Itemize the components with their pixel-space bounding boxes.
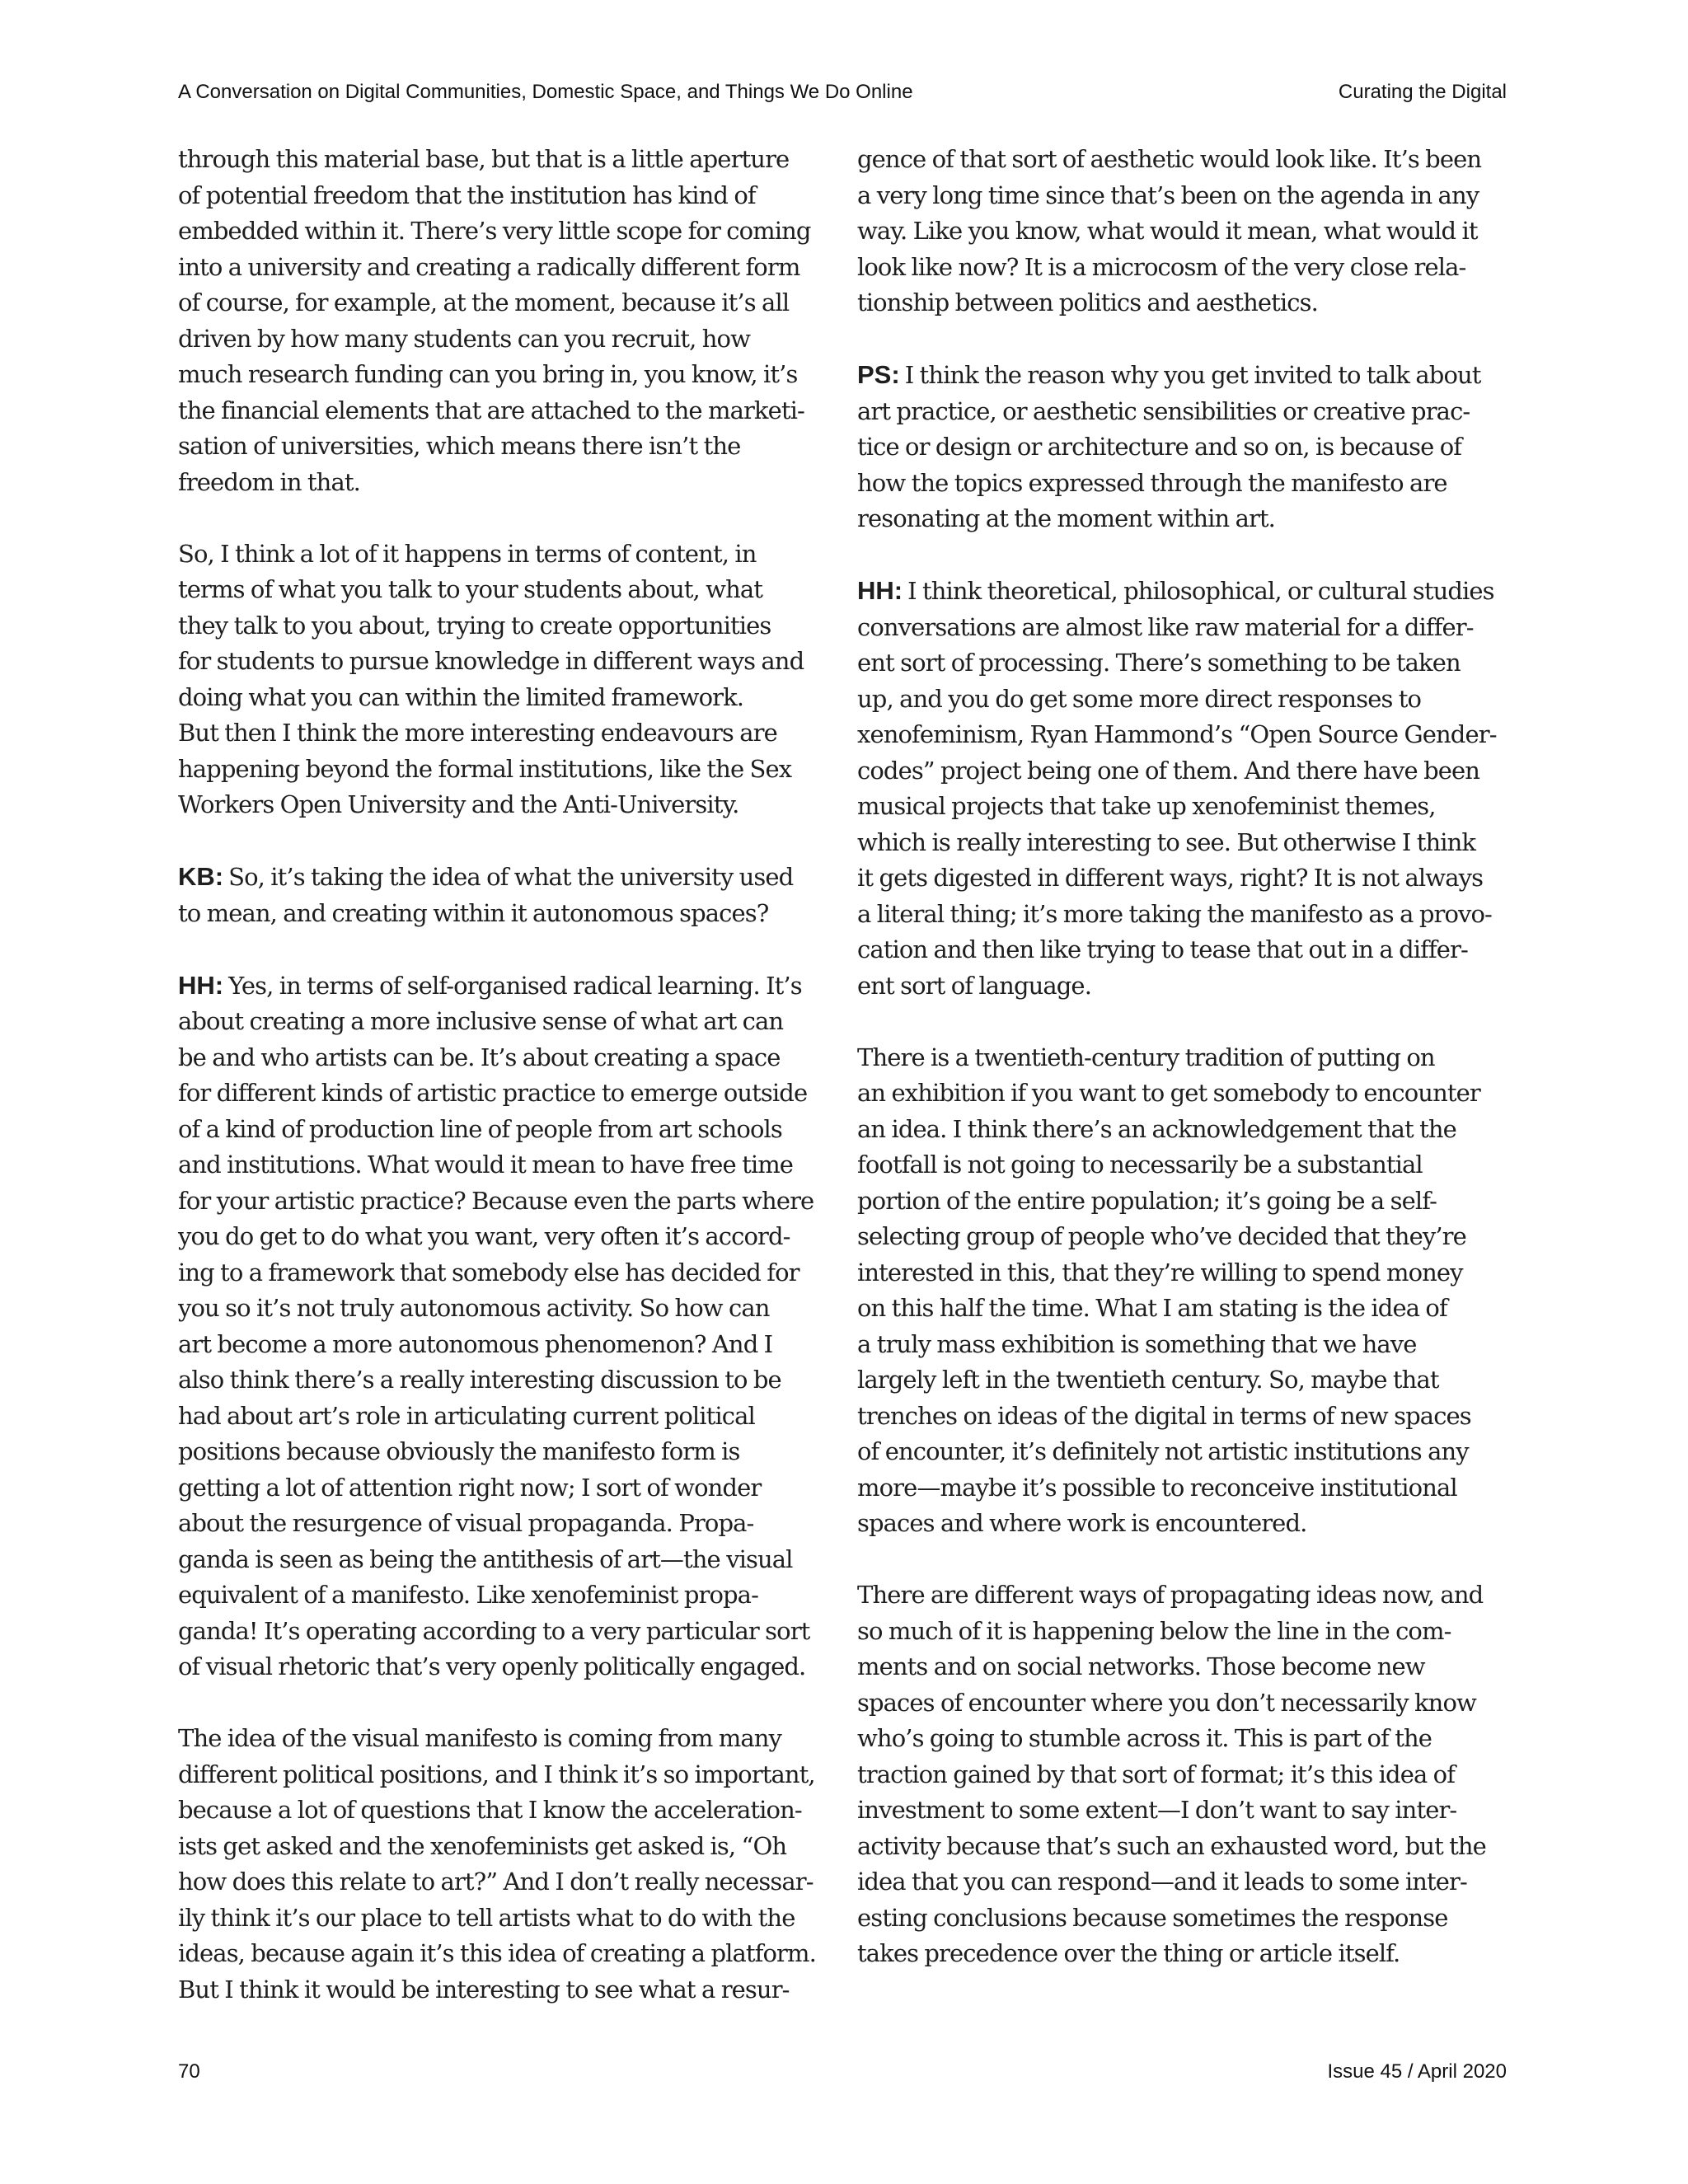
text-line: resonating at the moment within art.	[857, 504, 1275, 532]
paragraph	[178, 968, 829, 1685]
text-line: into a university and creating a radically different form	[178, 252, 800, 281]
text-line: ganda! It’s operating according to a very particular sort	[178, 1616, 810, 1645]
text-line: be and who artists can be. It’s about creating a space	[178, 1043, 781, 1071]
text-line: portion of the entire population; it’s going be a self-	[857, 1186, 1437, 1215]
text-line: ideas, because again it’s this idea of creating a platform.	[178, 1939, 816, 1967]
text-line: and institutions. What would it mean to have free time	[178, 1151, 794, 1179]
text-line: But then I think the more interesting endeavours are	[178, 719, 777, 747]
line-text: I think the reason why you get invited to talk about	[904, 361, 1481, 389]
text-line: investment to some extent—I don’t want to say inter-	[857, 1796, 1457, 1824]
page-footer	[178, 2060, 1507, 2093]
text-line: ists get asked and the xenofeminists get asked is, “Oh	[178, 1831, 787, 1860]
paragraph	[178, 1721, 829, 2008]
text-line: So, I think a lot of it happens in terms of content, in	[178, 539, 757, 568]
text-line	[178, 859, 829, 896]
text-line: art practice, or aesthetic sensibilities or creative prac-	[857, 396, 1470, 425]
line-text: Yes, in terms of self-organised radical learning. It’s	[228, 971, 802, 1000]
text-line: an exhibition if you want to get somebody to encounter	[857, 1079, 1480, 1107]
text-line: trenches on ideas of the digital in terms of new spaces	[857, 1401, 1471, 1430]
text-line: on this half the time. What I am stating is the idea of	[857, 1294, 1447, 1322]
right-column	[857, 142, 1508, 2008]
text-line: conversations are almost like raw material for a differ-	[857, 612, 1474, 641]
text-line	[857, 357, 1508, 394]
text-line: you do get to do what you want, very often it’s accord-	[178, 1222, 790, 1250]
text-line: takes precedence over the thing or article itself.	[857, 1939, 1400, 1967]
text-line: tice or design or architecture and so on, is because of	[857, 433, 1462, 461]
text-line: they talk to you about, trying to create opportunities	[178, 611, 771, 640]
text-line: it gets digested in different ways, right? It is not always	[857, 864, 1484, 892]
text-line: traction gained by that sort of format; it’s this idea of	[857, 1760, 1456, 1788]
text-line: But I think it would be interesting to see what a resur-	[178, 1975, 790, 2004]
text-line: up, and you do get some more direct responses to	[857, 684, 1422, 713]
text-line: equivalent of a manifesto. Like xenofeminist propa-	[178, 1581, 758, 1609]
text-line: different political positions, and I think it’s so important,	[178, 1760, 815, 1788]
text-line: There are different ways of propagating ideas now, and	[857, 1581, 1484, 1609]
text-line: a very long time since that’s been on the agenda in any	[857, 180, 1479, 209]
text-line: esting conclusions because sometimes the response	[857, 1903, 1448, 1932]
text-line: an idea. I think there’s an acknowledgement that the	[857, 1114, 1456, 1143]
text-line: way. Like you know, what would it mean, what would it	[857, 217, 1478, 245]
paragraph	[857, 573, 1508, 1004]
text-line: interested in this, that they’re willing to spend money	[857, 1258, 1463, 1286]
text-line: happening beyond the formal institutions, like the Sex	[178, 754, 792, 783]
text-line: who’s going to stumble across it. This is part of the	[857, 1724, 1432, 1752]
text-line: spaces and where work is encountered.	[857, 1509, 1307, 1537]
text-line: largely left in the twentieth century. So, maybe that	[857, 1366, 1439, 1394]
text-line: selecting group of people who’ve decided that they’re	[857, 1222, 1466, 1250]
text-line: which is really interesting to see. But otherwise I think	[857, 827, 1476, 856]
article-title: A Conversation on Digital Communities, Domestic Space, and Things We Do Online	[178, 81, 913, 103]
text-line: idea that you can respond—and it leads to some inter-	[857, 1868, 1467, 1896]
text-line: of encounter, it’s definitely not artistic institutions any	[857, 1437, 1469, 1465]
text-line	[857, 573, 1508, 610]
issue-label: Issue 45 / April 2020	[1327, 2060, 1507, 2083]
text-line: driven by how many students can you recruit, how	[178, 324, 751, 353]
text-line: a literal thing; it’s more taking the manifesto as a provo-	[857, 899, 1492, 928]
text-line: a truly mass exhibition is something that we have	[857, 1329, 1417, 1358]
text-line: The idea of the visual manifesto is coming from many	[178, 1724, 782, 1752]
paragraph	[857, 1577, 1508, 1972]
text-line	[178, 968, 829, 1005]
text-line: about the resurgence of visual propaganda. Propa-	[178, 1509, 754, 1537]
text-line: ent sort of language.	[857, 971, 1092, 1000]
text-line: of course, for example, at the moment, because it’s all	[178, 288, 790, 316]
text-line: much research funding can you bring in, you know, it’s	[178, 360, 798, 388]
text-line: gence of that sort of aesthetic would look like. It’s been	[857, 145, 1482, 173]
text-line: doing what you can within the limited framework.	[178, 682, 744, 711]
text-line: cation and then like trying to tease that out in a differ-	[857, 935, 1468, 963]
text-line: freedom in that.	[178, 467, 360, 496]
text-line: because a lot of questions that I know the acceleration-	[178, 1796, 802, 1824]
section-title: Curating the Digital	[1338, 81, 1507, 103]
line-text: I think theoretical, philosophical, or cultural studies	[907, 577, 1494, 605]
text-line: had about art’s role in articulating current political	[178, 1401, 755, 1430]
line-text: So, it’s taking the idea of what the university used	[228, 863, 794, 891]
text-line: art become a more autonomous phenomenon? And I	[178, 1329, 773, 1358]
text-line: embedded within it. There’s very little scope for coming	[178, 217, 811, 245]
text-line: look like now? It is a microcosm of the very close rela-	[857, 252, 1466, 281]
speaker-label: HH:	[857, 576, 903, 605]
text-line: for your artistic practice? Because even the parts where	[178, 1186, 814, 1215]
speaker-label: HH:	[178, 970, 224, 1000]
speaker-label: KB:	[178, 862, 224, 891]
text-line: positions because obviously the manifesto form is	[178, 1437, 740, 1465]
text-line: so much of it is happening below the line in the com-	[857, 1616, 1451, 1645]
text-line: There is a twentieth-century tradition of putting on	[857, 1043, 1435, 1071]
text-line: for students to pursue knowledge in different ways and	[178, 647, 804, 675]
text-line: also think there’s a really interesting discussion to be	[178, 1366, 781, 1394]
text-line: musical projects that take up xenofeminist themes,	[857, 792, 1436, 820]
text-line: terms of what you talk to your students about, what	[178, 575, 763, 603]
text-line: activity because that’s such an exhausted word, but the	[857, 1831, 1486, 1860]
paragraph	[178, 142, 829, 500]
text-line: tionship between politics and aesthetics.	[857, 288, 1318, 316]
text-line: of a kind of production line of people from art schools	[178, 1114, 782, 1143]
text-line: you so it’s not truly autonomous activity. So how can	[178, 1294, 770, 1322]
text-line: spaces of encounter where you don’t necessarily know	[857, 1688, 1476, 1717]
paragraph	[857, 357, 1508, 537]
text-line: ments and on social networks. Those become new	[857, 1652, 1425, 1680]
paragraph	[178, 859, 829, 931]
running-header	[178, 81, 1507, 114]
page-number: 70	[178, 2060, 200, 2083]
text-line: to mean, and creating within it autonomous spaces?	[178, 898, 769, 927]
text-line: xenofeminism, Ryan Hammond’s “Open Source Gender-	[857, 720, 1497, 748]
text-line: how does this relate to art?” And I don’t really necessar-	[178, 1868, 814, 1896]
text-line: ily think it’s our place to tell artists what to do with the	[178, 1903, 795, 1932]
text-line: how the topics expressed through the manifesto are	[857, 468, 1447, 497]
text-line: through this material base, but that is a little aperture	[178, 145, 790, 173]
text-line: of visual rhetoric that’s very openly politically engaged.	[178, 1652, 806, 1680]
text-line: for different kinds of artistic practice to emerge outside	[178, 1079, 808, 1107]
left-column	[178, 142, 829, 2044]
paragraph	[857, 1040, 1508, 1542]
text-line: the financial elements that are attached to the marketi-	[178, 396, 804, 424]
text-line: ent sort of processing. There’s something to be taken	[857, 649, 1461, 677]
paragraph	[178, 537, 829, 823]
paragraph	[857, 142, 1508, 321]
text-line: ganda is seen as being the antithesis of art—the visual	[178, 1544, 793, 1573]
text-line: footfall is not going to necessarily be a substantial	[857, 1151, 1423, 1179]
text-line: ing to a framework that somebody else has decided for	[178, 1258, 799, 1286]
text-line: about creating a more inclusive sense of what art can	[178, 1007, 784, 1035]
text-line: more—maybe it’s possible to reconceive institutional	[857, 1473, 1457, 1502]
speaker-label: PS:	[857, 360, 900, 389]
text-line: sation of universities, which means there isn’t the	[178, 432, 741, 460]
text-line: getting a lot of attention right now; I sort of wonder	[178, 1473, 762, 1502]
text-line: of potential freedom that the institution has kind of	[178, 180, 756, 209]
text-line: codes” project being one of them. And there have been	[857, 756, 1480, 785]
text-line: Workers Open University and the Anti-University.	[178, 790, 739, 818]
